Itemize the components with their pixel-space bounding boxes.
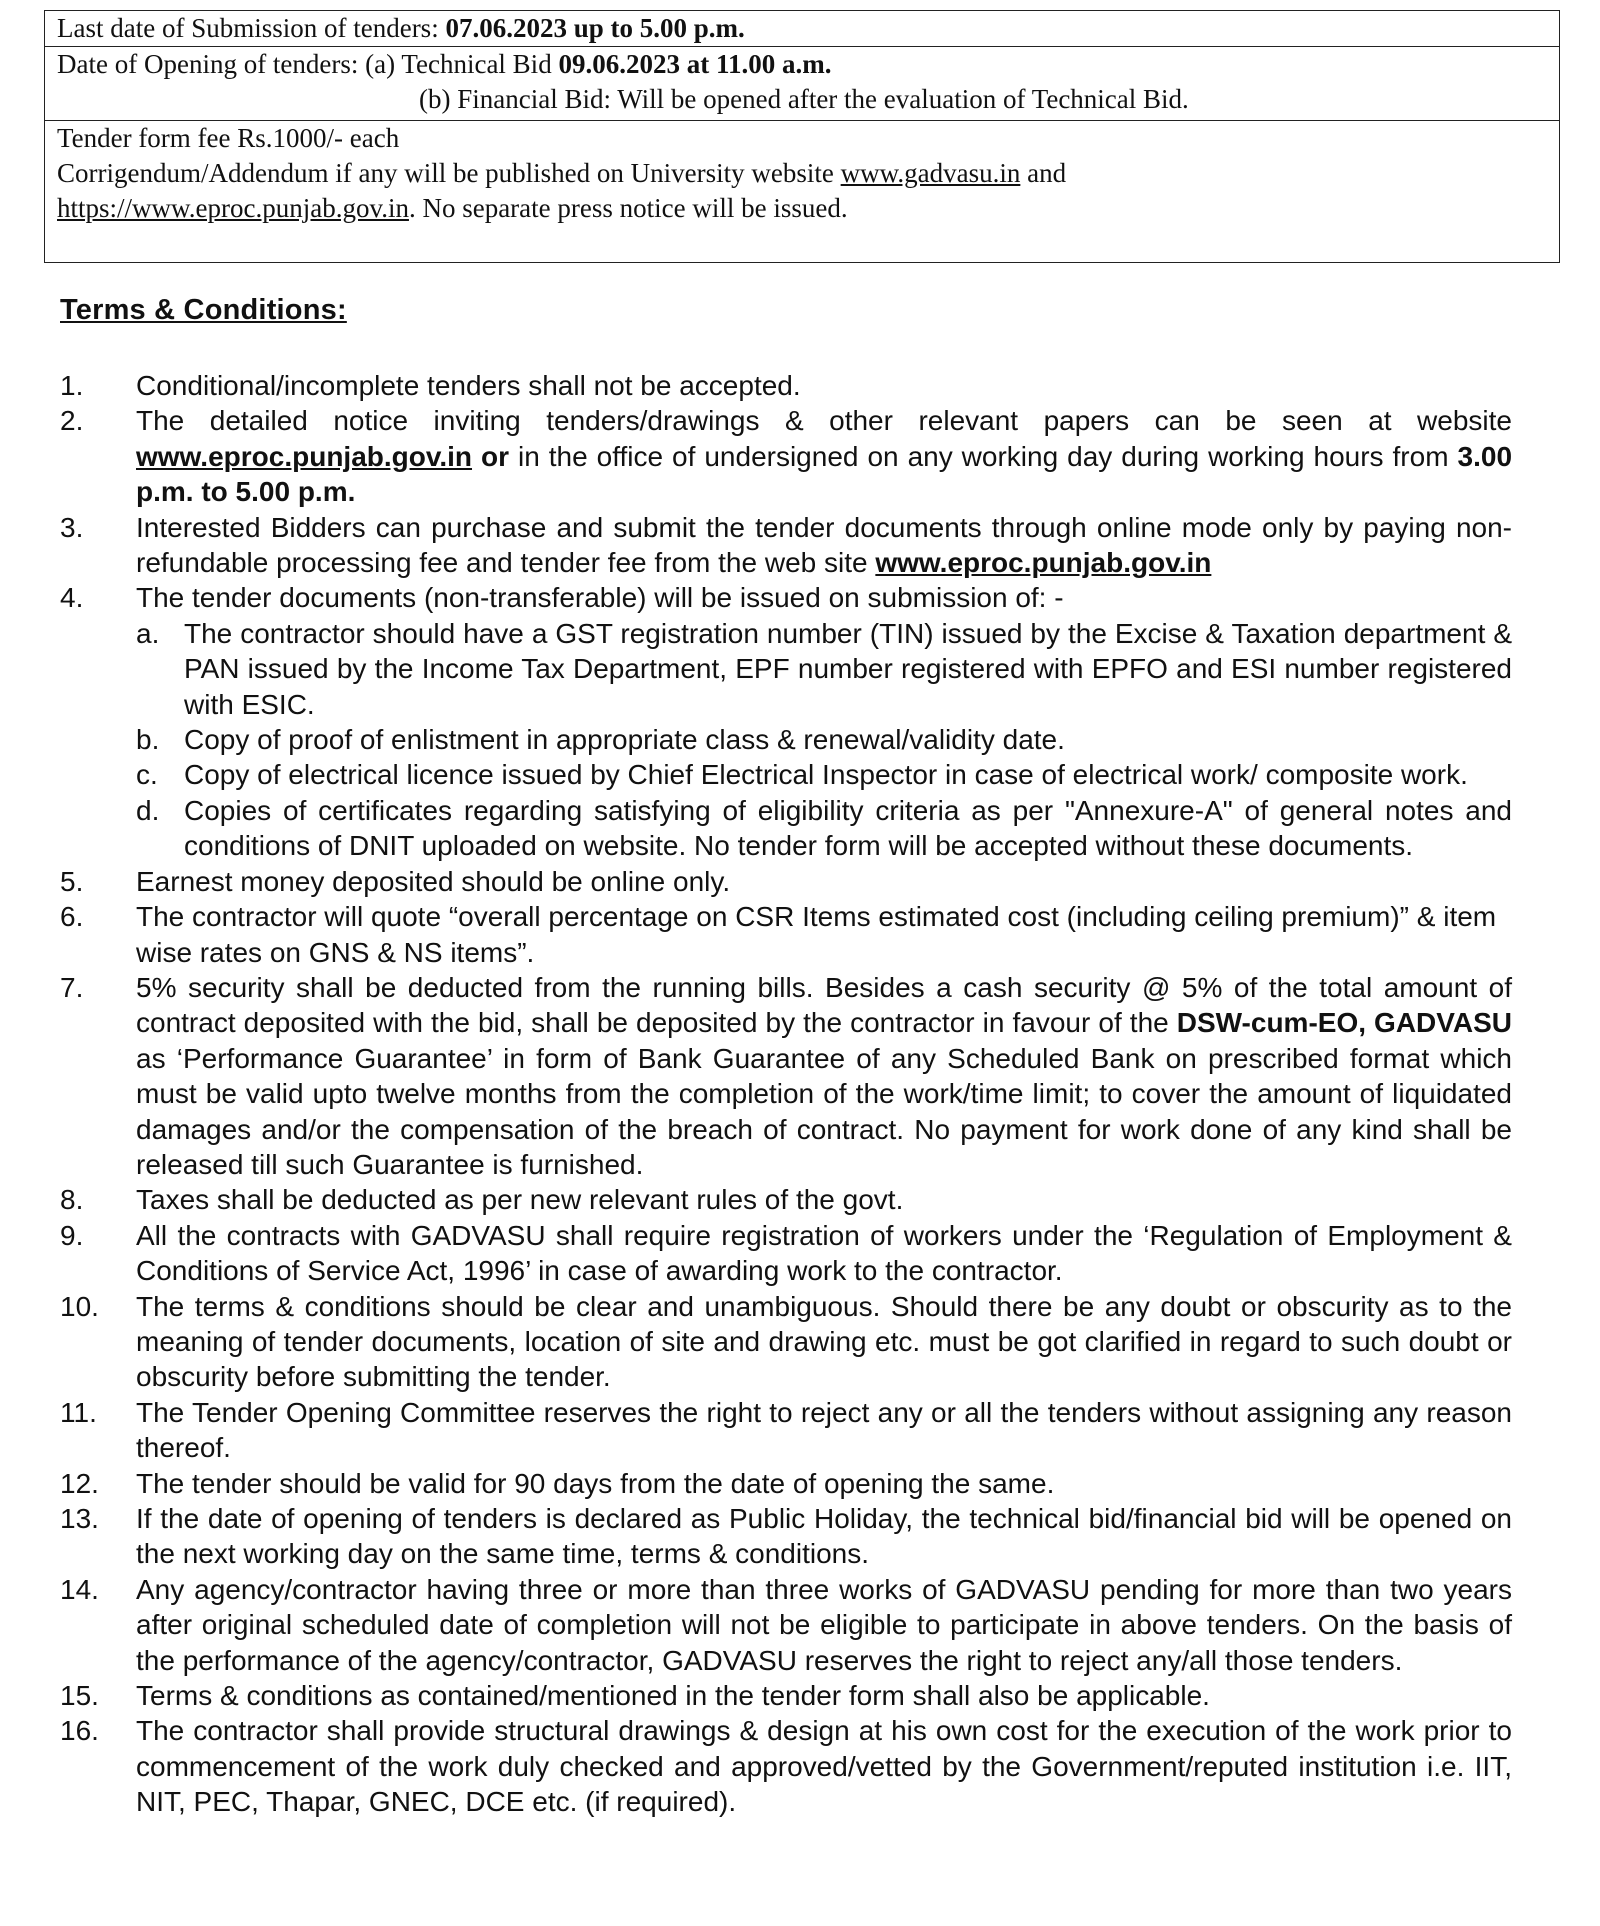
opening-date-label: Date of Opening of tenders: (a) Technical Bid (57, 49, 559, 79)
terms-list (60, 368, 1512, 1820)
term-intro: The tender documents (non-transferable) will be issued on submission of: - (136, 582, 1064, 614)
sub-item-a (136, 616, 1512, 722)
term-text: Terms & conditions as contained/mentioned in the tender form shall also be applicable. (136, 1680, 1210, 1712)
eproc-website-link[interactable]: https://www.eproc.punjab.gov.in (57, 193, 409, 223)
corrigendum-suffix: . No separate press notice will be issued. (408, 193, 848, 223)
term-text-part: 5% security shall be deducted from the running bills. Besides a cash security @ 5% of the total amount of contract deposited with the bid, shall be deposited by the contractor in favour of the (136, 971, 1512, 1039)
term-item-10 (60, 1289, 1512, 1395)
sub-text: Copy of proof of enlistment in appropriate class & renewal/validity date. (184, 724, 1065, 756)
term-number: 15. (60, 1680, 99, 1712)
term-text: The Tender Opening Committee reserves the right to reject any or all the tenders without assigning any reason thereof. (136, 1396, 1512, 1464)
term-text-part: as ‘Performance Guarantee’ in form of Bank Guarantee of any Scheduled Bank on prescribed format which must be valid upto twelve months from the completion of the work/time limit; to cover the amount of liquidated damages and/or the compensation of the breach of contract. No payment for work done of any kind shall be released till such Guarantee is furnished. (136, 1042, 1512, 1180)
sub-text: Copy of electrical licence issued by Chief Electrical Inspector in case of electrical work/ composite work. (184, 759, 1468, 791)
term-number: 2. (60, 405, 84, 437)
term-item-12 (60, 1466, 1512, 1501)
sub-text: The contractor should have a GST registration number (TIN) issued by the Excise & Taxation department & PAN issued by the Income Tax Department, EPF number registered with EPFO and ESI number registered with ESIC. (184, 617, 1512, 720)
term-item-13 (60, 1501, 1512, 1572)
sub-letter: b. (136, 724, 160, 756)
term-item-14 (60, 1572, 1512, 1678)
term-text (136, 510, 1512, 581)
term-item-9 (60, 1218, 1512, 1289)
term-item-1 (60, 368, 1512, 403)
term-item-8 (60, 1182, 1512, 1217)
term-item-15 (60, 1678, 1512, 1713)
term-text: The contractor will quote “overall percentage on CSR Items estimated cost (including ceiling premium)” & item wise rates on GNS & NS items”. (136, 901, 1497, 968)
term-text: All the contracts with GADVASU shall require registration of workers under the ‘Regulation of Employment & Conditions of Service Act, 1996’ in case of awarding work to the contractor. (136, 1219, 1512, 1287)
term-number: 4. (60, 582, 84, 614)
term-text: The terms & conditions should be clear and unambiguous. Should there be any doubt or obscurity as to the meaning of tender documents, location of site and drawing etc. must be got clarified in regard to such doubt or obscurity before submitting the tender. (136, 1290, 1512, 1393)
term-or: or (472, 440, 509, 472)
term-item-6 (60, 899, 1512, 970)
term-text-part: in the office of undersigned on any working day during working hours from (509, 440, 1458, 472)
term-text (136, 580, 1512, 863)
corrigendum-text (57, 156, 1547, 226)
term-number: 11. (60, 1396, 97, 1428)
gadvasu-website-link[interactable]: www.gadvasu.in (840, 158, 1021, 188)
term-number: 13. (60, 1503, 99, 1534)
sub-item-b (136, 722, 1512, 757)
term-number: 6. (60, 901, 84, 933)
term-text: Conditional/incomplete tenders shall not be accepted. (136, 370, 801, 401)
term-item-4 (60, 580, 1512, 863)
sub-letter: a. (136, 617, 160, 649)
sub-item-d (136, 793, 1512, 864)
corrigendum-prefix: Corrigendum/Addendum if any will be published on University website (57, 158, 841, 188)
term-item-16 (60, 1713, 1512, 1819)
term-number: 3. (60, 511, 84, 543)
tender-fee-text: Tender form fee Rs.1000/- each (57, 123, 400, 153)
financial-bid-line: (b) Financial Bid: Will be opened after the evaluation of Technical Bid. (419, 84, 1189, 114)
working-hours: 3.00 p.m. to 5.00 p.m. (136, 440, 1513, 508)
term-text: Earnest money deposited should be online only. (136, 865, 731, 897)
term-text (136, 403, 1512, 509)
submission-date-row (44, 10, 1560, 46)
sub-item-c (136, 757, 1512, 792)
eproc-link[interactable]: www.eproc.punjab.gov.in (136, 440, 473, 472)
term-text: Taxes shall be deducted as per new relevant rules of the govt. (136, 1184, 904, 1216)
terms-heading: Terms & Conditions: (60, 294, 347, 326)
term-item-3 (60, 510, 1512, 581)
term-text (136, 970, 1512, 1182)
term-text: If the date of opening of tenders is declared as Public Holiday, the technical bid/financial bid will be opened on the next working day on the same time, terms & conditions. (136, 1503, 1512, 1570)
term-text: Any agency/contractor having three or more than three works of GADVASU pending for more than two years after original scheduled date of completion will not be eligible to participate in above tenders. On the basis of the performance of the agency/contractor, GADVASU reserves the right to reject any/all those tenders. (136, 1573, 1512, 1676)
term-number: 7. (60, 971, 84, 1003)
term-number: 10. (60, 1290, 99, 1322)
term-number: 5. (60, 865, 84, 897)
term-item-7 (60, 970, 1512, 1182)
term-text-part: The detailed notice inviting tenders/drawings & other relevant papers can be seen at website (136, 405, 1512, 437)
term-item-11 (60, 1395, 1512, 1466)
term-text-part: Interested Bidders can purchase and submit the tender documents through online mode only by paying non-refundable processing fee and tender fee from the web site (136, 511, 1512, 579)
submission-date-value: 07.06.2023 up to 5.00 p.m. (445, 13, 745, 43)
dsw-designation: DSW-cum-EO, GADVASU (1176, 1007, 1512, 1039)
term-number: 12. (60, 1467, 99, 1499)
term-item-2 (60, 403, 1512, 509)
sub-letter: c. (136, 759, 158, 791)
term-number: 16. (60, 1715, 99, 1747)
term-number: 8. (60, 1184, 84, 1216)
technical-bid-date: 09.06.2023 at 11.00 a.m. (558, 49, 832, 79)
submission-date-label: Last date of Submission of tenders: (57, 13, 446, 43)
sub-text: Copies of certificates regarding satisfying of eligibility criteria as per "Annexure-A" of general notes and conditions of DNIT uploaded on website. No tender form will be accepted without these documents. (184, 794, 1512, 862)
opening-date-row (44, 46, 1560, 120)
technical-bid-line (57, 47, 1547, 82)
term-number: 14. (60, 1573, 99, 1605)
sub-letter: d. (136, 794, 160, 826)
eproc-link[interactable]: www.eproc.punjab.gov.in (875, 547, 1212, 579)
term-number: 9. (60, 1219, 84, 1251)
corrigendum-and: and (1020, 158, 1067, 188)
term-text: The tender should be valid for 90 days from the date of opening the same. (136, 1467, 1055, 1499)
term-number: 1. (60, 370, 84, 401)
term-text: The contractor shall provide structural drawings & design at his own cost for the execution of the work prior to commencement of the work duly checked and approved/vetted by the Government/reputed institution i.e. IIT, NIT, PEC, Thapar, GNEC, DCE etc. (if required). (136, 1715, 1512, 1818)
term-item-5 (60, 864, 1512, 899)
fee-info-row (44, 120, 1560, 263)
